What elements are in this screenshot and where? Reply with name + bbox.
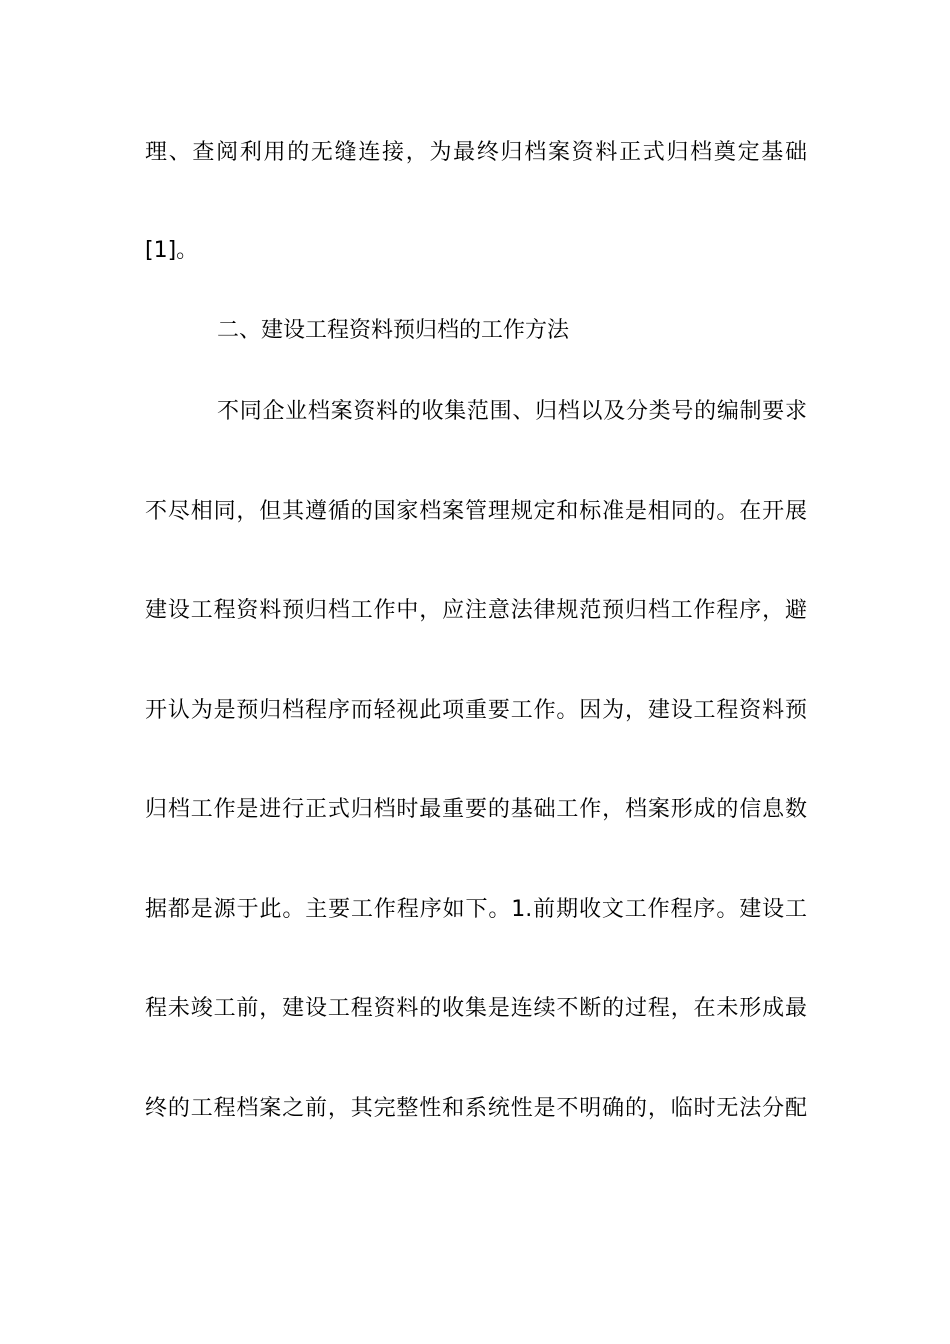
body-text-line-10: 终的工程档案之前，其完整性和系统性是不明确的，临时无法分配: [145, 1096, 807, 1121]
body-text-line-1: 理、查阅利用的无缝连接，为最终归档案资料正式归档奠定基础: [145, 140, 807, 165]
section-heading: 二、建设工程资料预归档的工作方法: [217, 318, 570, 343]
body-text-line-7: 归档工作是进行正式归档时最重要的基础工作，档案形成的信息数: [145, 797, 807, 822]
body-text-line-4: 不尽相同，但其遵循的国家档案管理规定和标准是相同的。在开展: [145, 499, 807, 524]
body-text-line-6: 开认为是预归档程序而轻视此项重要工作。因为，建设工程资料预: [145, 698, 807, 723]
body-text-line-5: 建设工程资料预归档工作中，应注意法律规范预归档工作程序，避: [145, 598, 807, 623]
body-text-line-2: [1]。: [145, 238, 199, 263]
body-text-line-3: 不同企业档案资料的收集范围、归档以及分类号的编制要求: [217, 399, 807, 424]
body-text-line-9: 程未竣工前，建设工程资料的收集是连续不断的过程，在未形成最: [145, 996, 807, 1021]
body-text-line-8: 据都是源于此。主要工作程序如下。1.前期收文工作程序。建设工: [145, 897, 807, 922]
